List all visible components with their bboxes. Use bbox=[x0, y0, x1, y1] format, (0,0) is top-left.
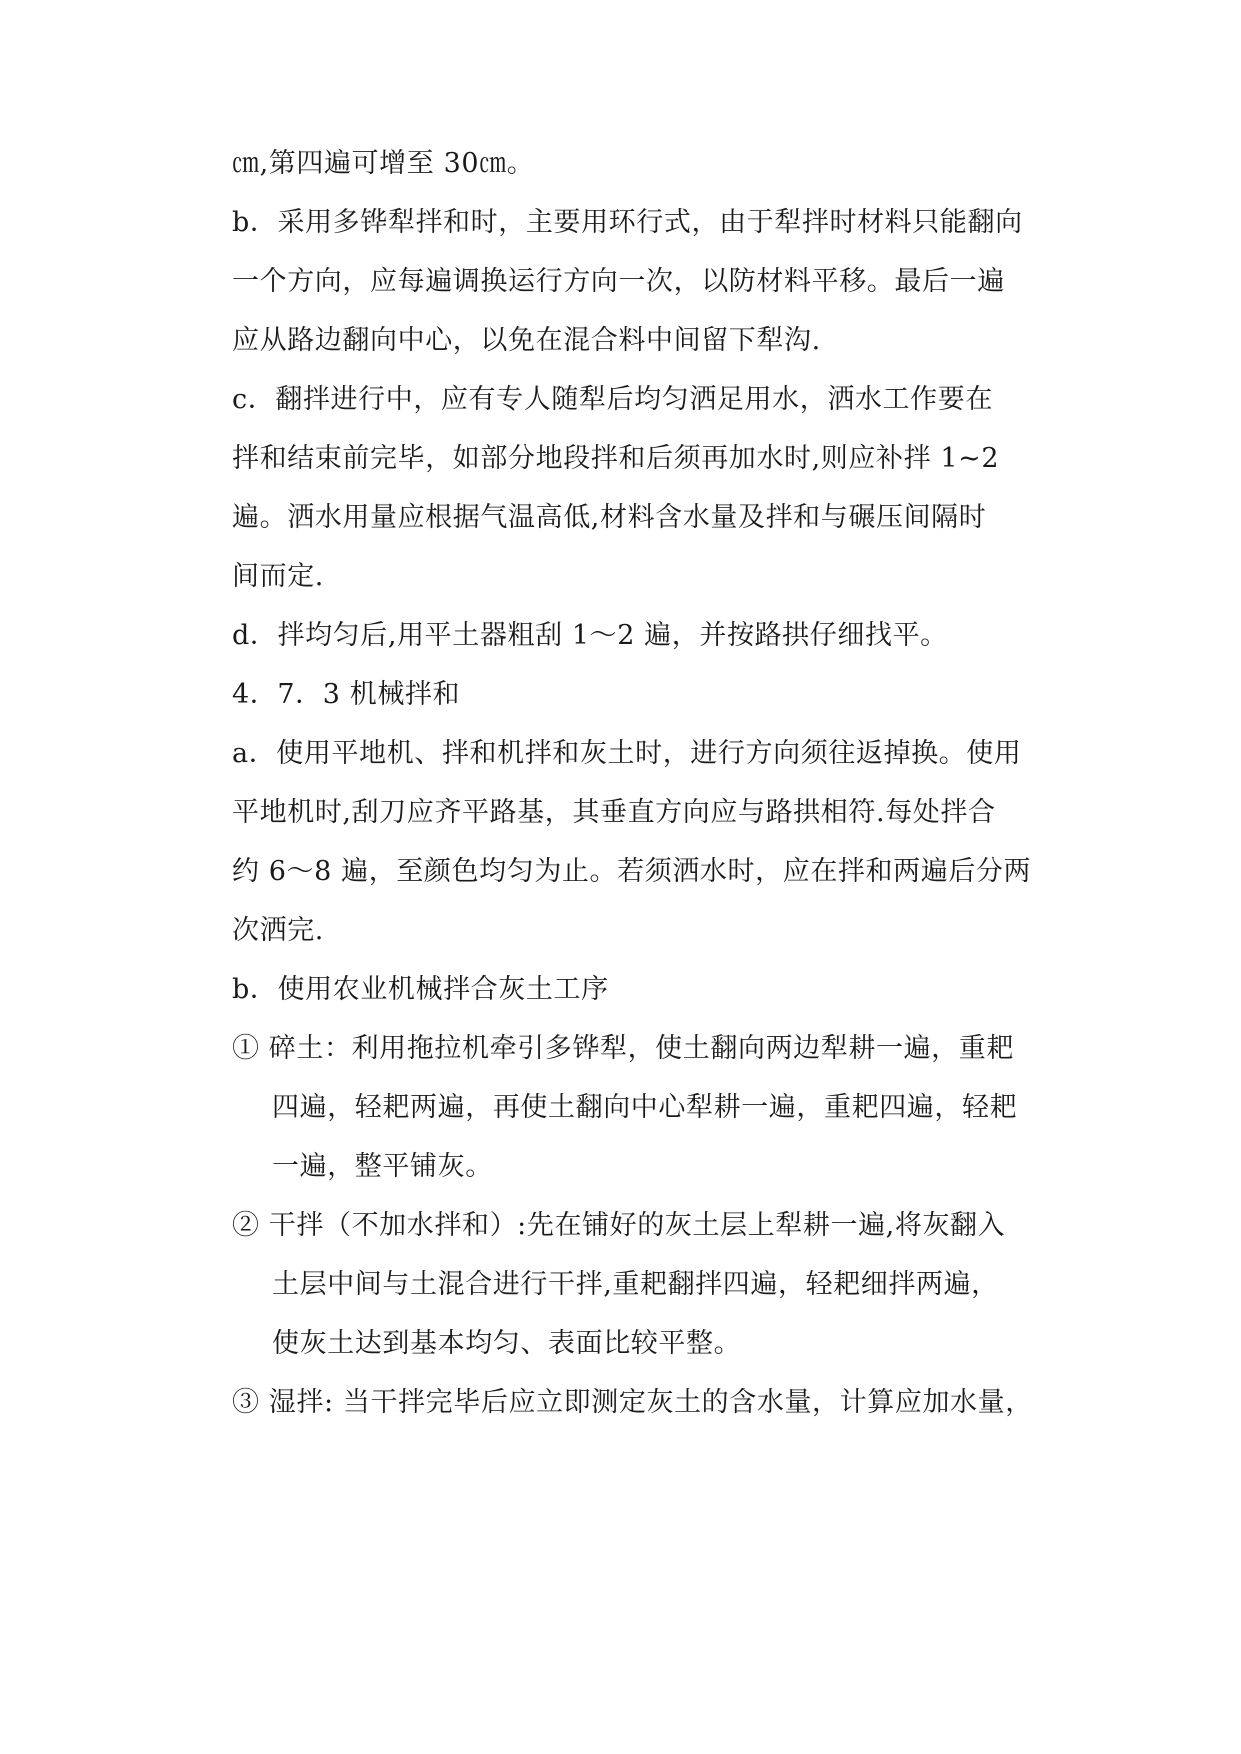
list-item-1-line: 一遍，整平铺灰。 bbox=[272, 1151, 493, 1182]
text-line: 平地机时,刮刀应齐平路基，其垂直方向应与路拱相符.每处拌合 bbox=[232, 797, 996, 828]
text-line: a．使用平地机、拌和机拌和灰土时，进行方向须往返掉换。使用 bbox=[232, 738, 1022, 769]
list-item-2-line: ② 干拌（不加水拌和）:先在铺好的灰土层上犁耕一遍,将灰翻入 bbox=[232, 1210, 1006, 1241]
text-line: 遍。洒水用量应根据气温高低,材料含水量及拌和与碾压间隔时 bbox=[232, 502, 987, 533]
section-heading: 4．7．3 机械拌和 bbox=[232, 679, 461, 710]
list-item-2-line: 土层中间与土混合进行干拌,重耙翻拌四遍，轻耙细拌两遍， bbox=[272, 1269, 999, 1300]
list-item-3-line: ③ 湿拌: 当干拌完毕后应立即测定灰土的含水量，计算应加水量， bbox=[232, 1387, 1033, 1418]
text-line: c．翻拌进行中，应有专人随犁后均匀洒足用水，洒水工作要在 bbox=[232, 384, 993, 415]
text-line: d．拌均匀后,用平土器粗刮 1～2 遍，并按路拱仔细找平。 bbox=[232, 620, 948, 651]
text-line: b．使用农业机械拌合灰土工序 bbox=[232, 974, 609, 1005]
text-line: 拌和结束前完毕，如部分地段拌和后须再加水时,则应补拌 1~2 bbox=[232, 443, 1000, 474]
text-line: ㎝,第四遍可增至 30㎝。 bbox=[232, 148, 535, 179]
text-line: 间而定. bbox=[232, 561, 324, 592]
text-line: 次洒完. bbox=[232, 915, 324, 946]
list-item-1-line: 四遍，轻耙两遍，再使土翻向中心犁耕一遍，重耙四遍，轻耙 bbox=[272, 1092, 1018, 1123]
list-item-1-line: ① 碎土：利用拖拉机牵引多铧犁，使土翻向两边犁耕一遍，重耙 bbox=[232, 1033, 1014, 1064]
text-line: b．采用多铧犁拌和时，主要用环行式，由于犁拌时材料只能翻向 bbox=[232, 207, 1023, 238]
text-line: 一个方向，应每遍调换运行方向一次，以防材料平移。最后一遍 bbox=[232, 266, 1005, 297]
list-item-2-line: 使灰土达到基本均匀、表面比较平整。 bbox=[272, 1328, 742, 1359]
text-line: 应从路边翻向中心，以免在混合料中间留下犁沟. bbox=[232, 325, 821, 356]
text-line: 约 6～8 遍，至颜色均匀为止。若须洒水时，应在拌和两遍后分两 bbox=[232, 856, 1032, 887]
